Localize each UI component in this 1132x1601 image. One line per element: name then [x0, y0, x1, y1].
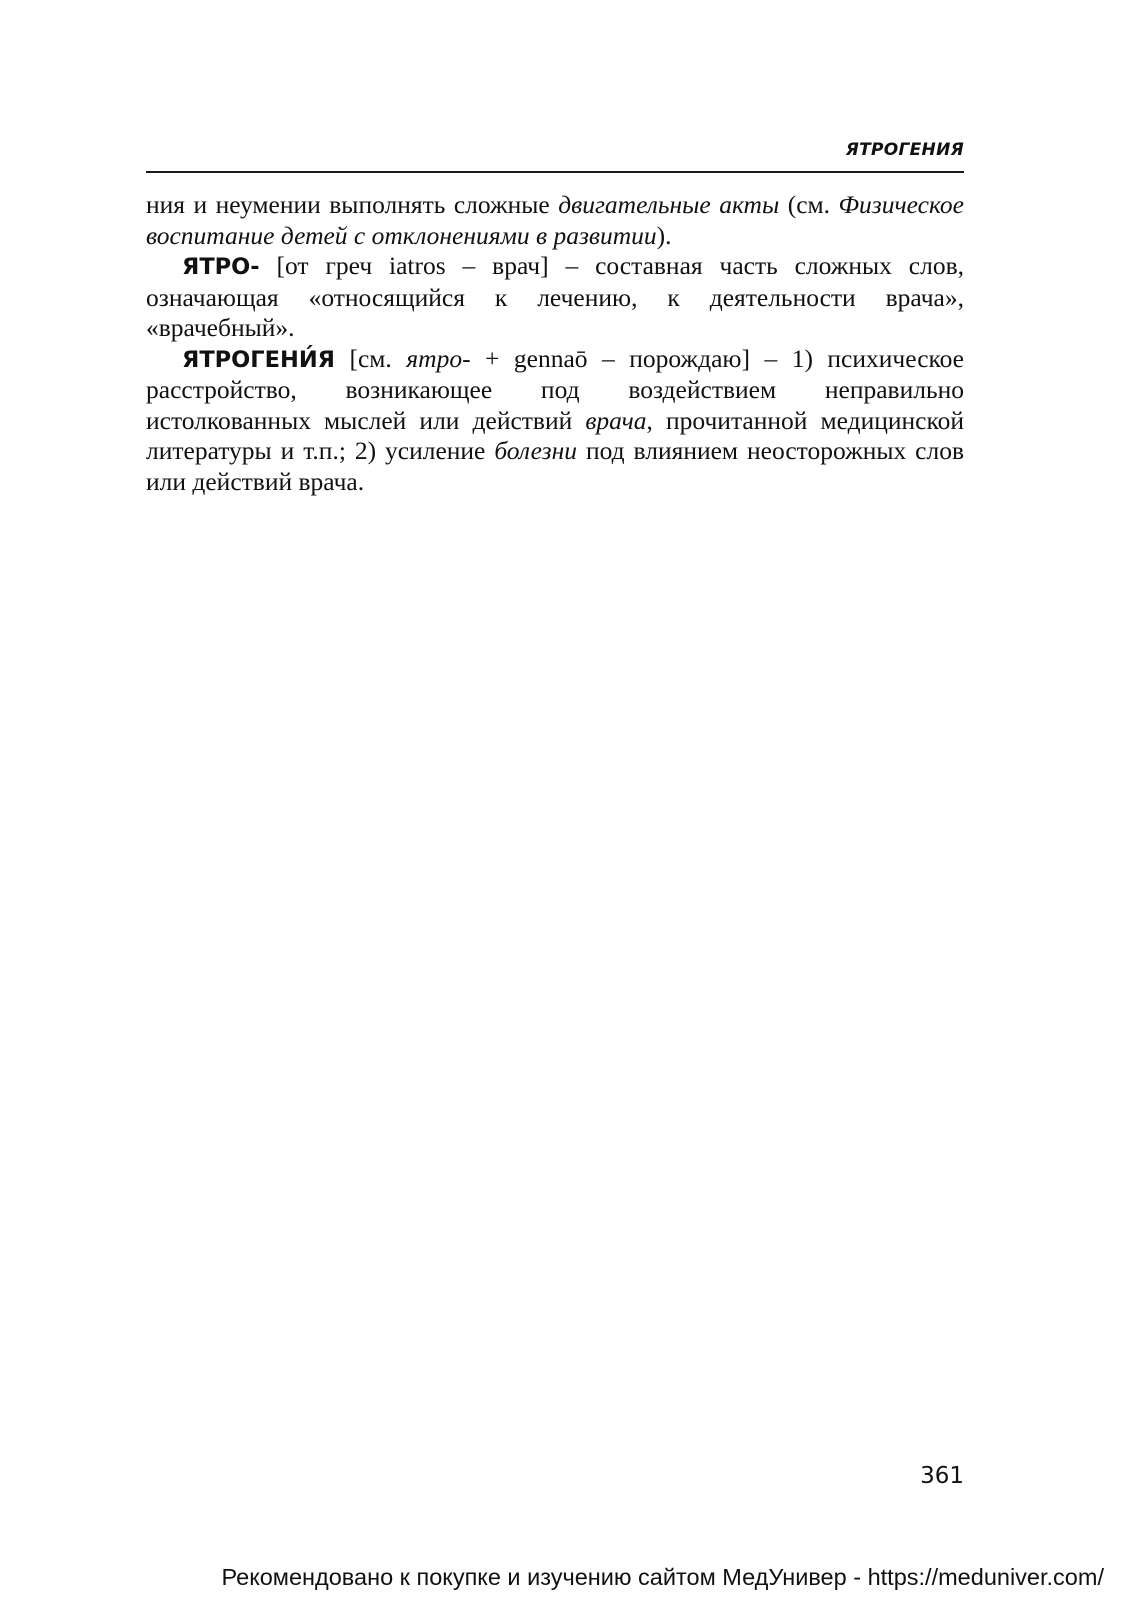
cross-reference: болезни [494, 436, 578, 465]
text-run: ния и неумении выполнять сложные [146, 190, 559, 219]
entry-continuation [146, 190, 964, 251]
running-head: ЯТРОГЕНИЯ [845, 140, 964, 160]
entry-yatrogeniya [146, 344, 964, 498]
text-run: ). [656, 220, 672, 250]
cross-reference: двигательные акты [558, 190, 780, 219]
headword: ЯТРОГЕНИ́Я [182, 346, 335, 373]
cross-reference: Физическое воспитание детей с отклонениями в развитии [146, 190, 964, 250]
cross-reference: ятро- [406, 343, 471, 373]
text-run: под влиянием неосторожных слов или действий врача. [146, 436, 964, 496]
entry-definition: [от греч iatros – врач] – составная часть сложных слов, означающая «относящийся к лечению, к деятельности врача», «врачебный». [146, 251, 964, 342]
footer-recommendation: Рекомендовано к покупке и изучению сайтом МедУнивер - https://meduniver.com/ [221, 1564, 1104, 1590]
text-run: , прочитанной медицинской литературы и т.п.; 2) усиление [146, 405, 964, 465]
headword: ЯТРО- [182, 254, 260, 280]
dictionary-text [146, 190, 964, 497]
text-run: (см. [779, 190, 839, 219]
entry-yatro [146, 251, 964, 344]
text-run: + gennaō – порождаю] – 1) психическое расстройство, возникающее под воздействием неправильно истолкованных мыслей или действий [146, 343, 964, 435]
text-run: [см. [335, 343, 407, 373]
cross-reference: врача [585, 405, 647, 435]
page-number: 361 [920, 1463, 964, 1489]
header-rule [146, 171, 964, 173]
